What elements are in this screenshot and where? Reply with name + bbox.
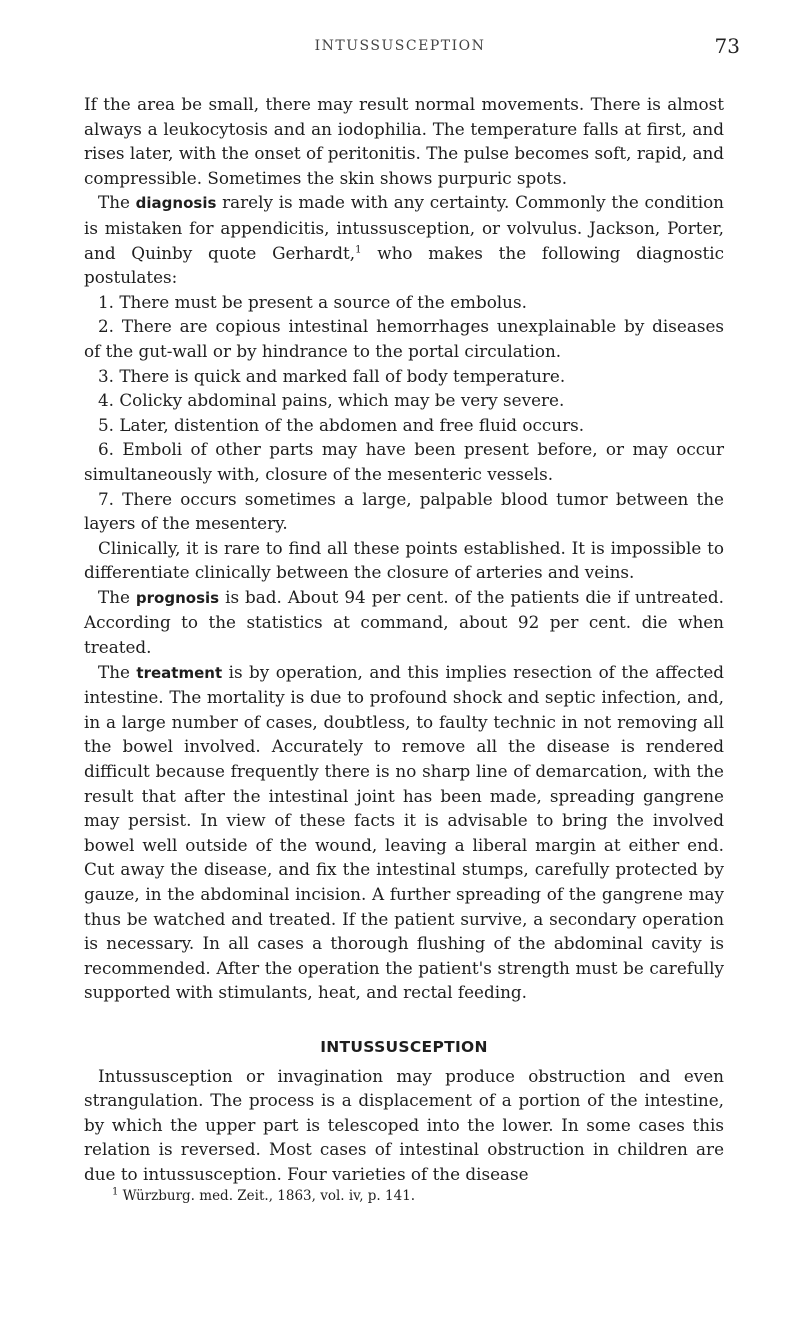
list-item: 4. Colicky abdominal pains, which may be very severe.: [98, 390, 565, 411]
body-text: [84, 92, 724, 1205]
term-diagnosis: diagnosis: [135, 194, 217, 213]
footnote-text: Würzburg. med. Zeit., 1863, vol. iv, p. 141.: [118, 1187, 416, 1204]
running-head-title: INTUSSUSCEPTION: [314, 38, 486, 54]
paragraph-clinical-signs: If the area be small, there may result normal movements. There is almost always a leukocytosis and an iodophilia. The temperature falls at first, and rises later, with the onset of peritonitis. The pulse becomes soft, rapid, and compressible. Sometimes the skin shows purpuric spots.: [84, 94, 724, 188]
list-item: 6. Emboli of other parts may have been present before, or may occur simultaneously with, closure of the mesenteric vessels.: [84, 439, 724, 484]
list-item: 1. There must be present a source of the embolus.: [98, 291, 527, 312]
page-number: 73: [714, 34, 740, 58]
footnote-marker: 1: [112, 1186, 119, 1198]
footnote-ref: 1: [355, 243, 362, 255]
term-prognosis: prognosis: [135, 588, 220, 607]
footnote: [84, 1187, 724, 1205]
paragraph-clinically: Clinically, it is rare to find all these points established. It is impossible to differentiate clinically between the closure of arteries and veins.: [84, 537, 724, 583]
list-item: 2. There are copious intestinal hemorrhages unexplainable by diseases of the gut-wall or by hindrance to the portal circulation.: [84, 316, 724, 361]
paragraph-treatment: The treatment is by operation, and this implies resection of the affected intestine. The mortality is due to profound shock and septic infection, and, in a large number of cases, doubtless, to faulty technic in not removing all the bowel involved. Accurately to remove all the disease is rendered difficult because frequently there is no sharp line of demarcation, with the result that after the intestinal joint has been made, spreading gangrene may persist. In view of these facts it is advisable to bring the involved bowel well outside of the wound, leaving a liberal margin at either end. Cut away the disease, and fix the intestinal stumps, carefully protected by gauze, in the abdominal incision. A further spreading of the gangrene may thus be watched and treated. If the patient survive, a secondary operation is necessary. In all cases a thorough flushing of the abdominal cavity is recommended. After the operation the patient's strength must be carefully supported with stimulants, heat, and rectal feeding.: [84, 661, 724, 1003]
term-treatment: treatment: [136, 663, 223, 682]
list-item: 5. Later, distention of the abdomen and free fluid occurs.: [98, 414, 585, 435]
paragraph-prognosis: The prognosis is bad. About 94 per cent. of the patients die if untreated. According to the statistics at command, about 92 per cent. die when treated.: [84, 586, 724, 658]
list-item: 3. There is quick and marked fall of body temperature.: [98, 365, 566, 386]
running-head: [0, 36, 800, 60]
list-item: 7. There occurs sometimes a large, palpable blood tumor between the layers of the mesentery.: [84, 488, 724, 534]
paragraph-intussusception: Intussusception or invagination may produce obstruction and even strangulation. The process is a displacement of a portion of the intestine, by which the upper part is telescoped into the lower. In some cases this relation is reversed. Most cases of intestinal obstruction in children are due to intussusception. Four varieties of the disease: [84, 1065, 724, 1184]
paragraph-diagnosis: The diagnosis rarely is made with any certainty. Commonly the condition is mistaken for appendicitis, intussusception, or volvulus. Jackson, Porter, and Quinby quote Gerhardt,$^1$ who makes the following diagnostic postulates:: [84, 192, 724, 288]
section-heading: INTUSSUSCEPTION: [320, 1037, 488, 1056]
